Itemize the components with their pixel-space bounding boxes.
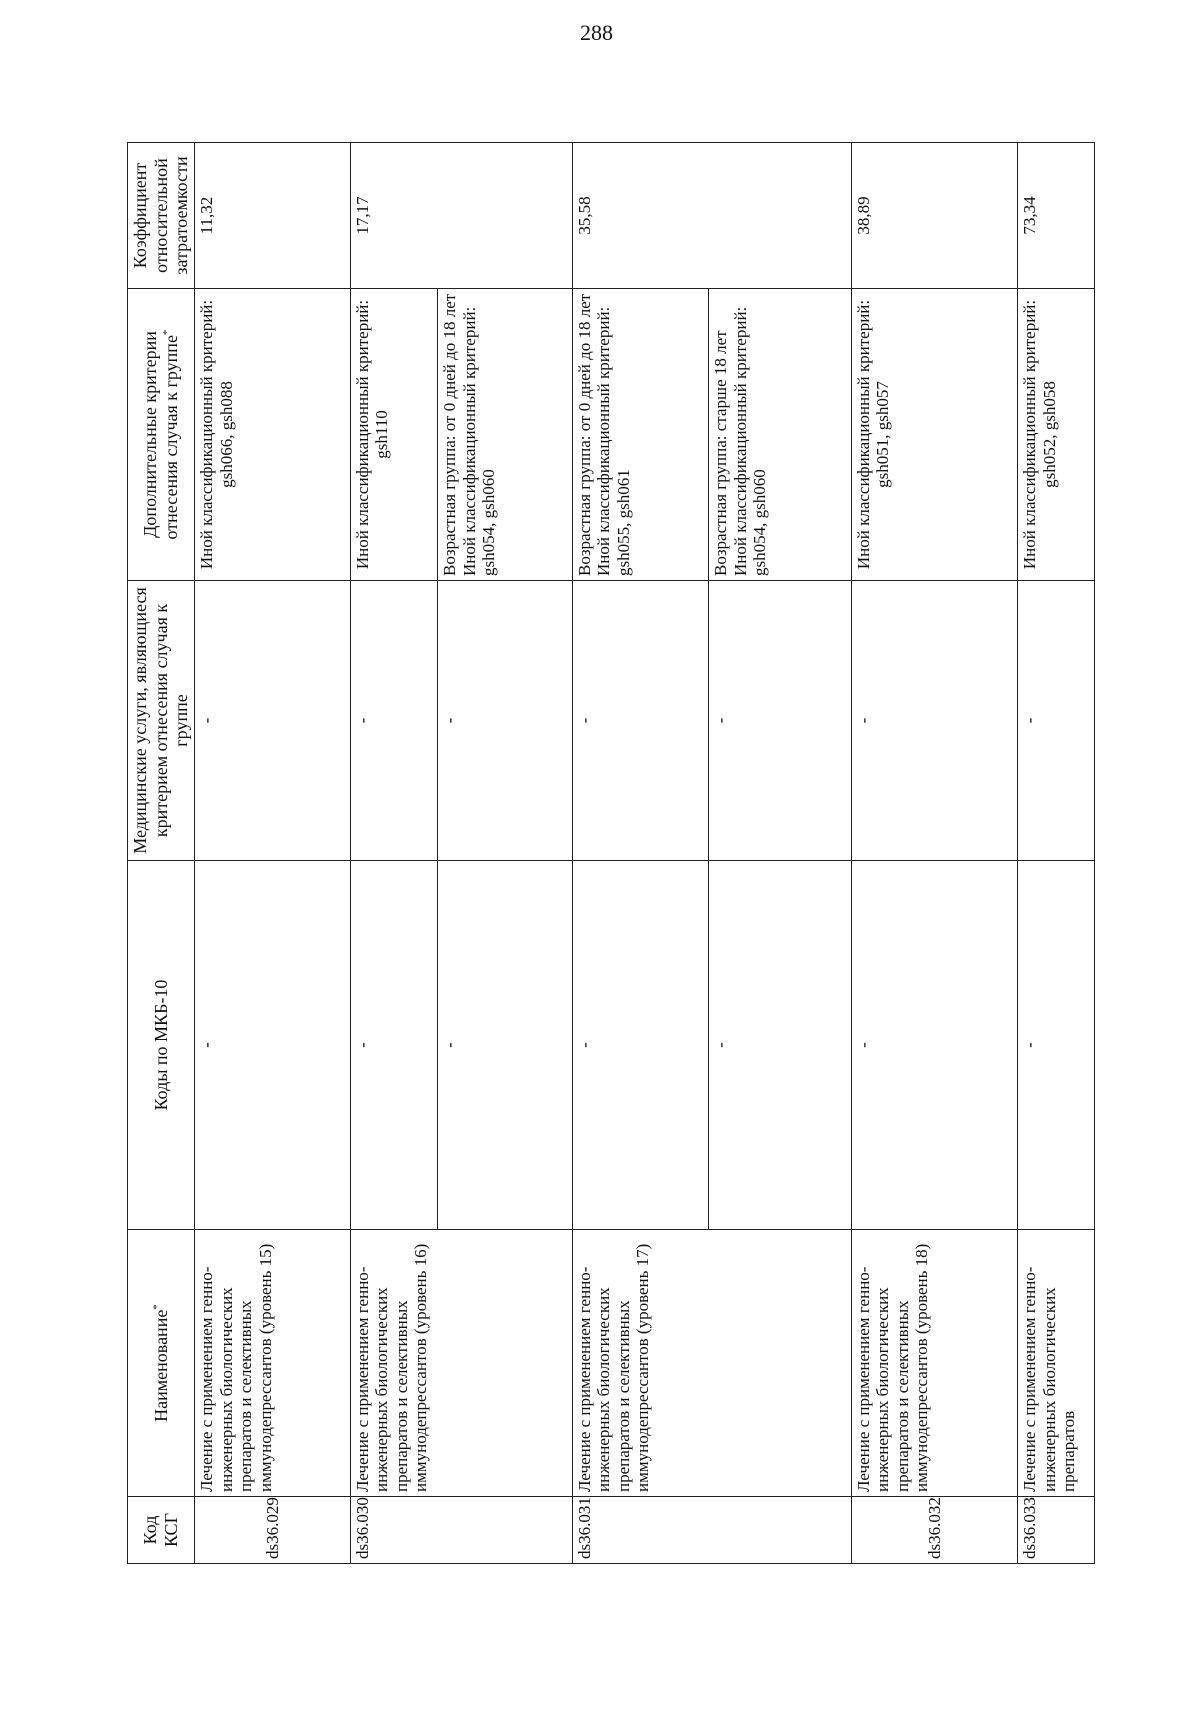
additional-criteria: Иной классификационный критерий: gsh052, gsh058 <box>1018 289 1095 581</box>
mkb-codes: - <box>350 861 437 1230</box>
additional-criteria: Возрастная группа: старше 18 лет Иной классификационный критерий: gsh054, gsh060 <box>708 289 851 581</box>
additional-criteria: Иной классификационный критерий: gsh110 <box>350 289 437 581</box>
table-row <box>350 143 437 1564</box>
table-row <box>851 143 1017 1564</box>
medical-services: - <box>572 581 708 861</box>
header-services: Медицинские услуги, являющиеся критерием отнесения случая к группе <box>128 581 195 861</box>
medical-services: - <box>350 581 437 861</box>
header-coef: Коэффициент относительной затратоемкости <box>128 143 195 289</box>
table-row <box>1018 143 1095 1564</box>
additional-criteria: Возрастная группа: от 0 дней до 18 лет Иной классификационный критерий: gsh054, gsh060 <box>438 289 572 581</box>
header-name: Наименование* <box>128 1230 195 1497</box>
medical-services: - <box>438 581 572 861</box>
medical-services: - <box>851 581 1017 861</box>
additional-criteria: Возрастная группа: от 0 дней до 18 лет Иной классификационный критерий: gsh055, gsh061 <box>572 289 708 581</box>
ksg-name: Лечение с применением генно-инженерных биологических препаратов <box>1018 1230 1095 1497</box>
header-mkb: Коды по МКБ-10 <box>128 861 195 1230</box>
additional-criteria: Иной классификационный критерий: gsh066, gsh088 <box>195 289 351 581</box>
table-header-row <box>128 143 195 1564</box>
header-criteria: Дополнительные критерии отнесения случая к группе* <box>128 289 195 581</box>
additional-criteria: Иной классификационный критерий: gsh051, gsh057 <box>851 289 1017 581</box>
medical-services: - <box>708 581 851 861</box>
medical-services: - <box>1018 581 1095 861</box>
ksg-name: Лечение с применением генно-инженерных биологических препаратов и селективных иммунодепрессантов (уровень 17) <box>572 1230 851 1497</box>
cost-coefficient: 38,89 <box>851 143 1017 289</box>
mkb-codes: - <box>195 861 351 1230</box>
ksg-code: ds36.030 <box>350 1497 572 1564</box>
mkb-codes: - <box>572 861 708 1230</box>
medical-services: - <box>195 581 351 861</box>
mkb-codes: - <box>708 861 851 1230</box>
ksg-table <box>127 142 1095 1564</box>
mkb-codes: - <box>1018 861 1095 1230</box>
ksg-code: ds36.029 <box>195 1497 351 1564</box>
cost-coefficient: 35,58 <box>572 143 851 289</box>
ksg-code: ds36.033 <box>1018 1497 1095 1564</box>
ksg-name: Лечение с применением генно-инженерных биологических препаратов и селективных иммунодепрессантов (уровень 16) <box>350 1230 572 1497</box>
ksg-name: Лечение с применением генно-инженерных биологических препаратов и селективных иммунодепрессантов (уровень 18) <box>851 1230 1017 1497</box>
header-code: Код КСГ <box>128 1497 195 1564</box>
ksg-code: ds36.031 <box>572 1497 851 1564</box>
page-number: 288 <box>580 20 613 45</box>
cost-coefficient: 11,32 <box>195 143 351 289</box>
rotated-table-container <box>127 143 1095 1564</box>
table-row <box>572 143 708 1564</box>
cost-coefficient: 73,34 <box>1018 143 1095 289</box>
mkb-codes: - <box>438 861 572 1230</box>
mkb-codes: - <box>851 861 1017 1230</box>
cost-coefficient: 17,17 <box>350 143 572 289</box>
ksg-name: Лечение с применением генно-инженерных биологических препаратов и селективных иммунодепрессантов (уровень 15) <box>195 1230 351 1497</box>
ksg-code: ds36.032 <box>851 1497 1017 1564</box>
table-row <box>195 143 351 1564</box>
